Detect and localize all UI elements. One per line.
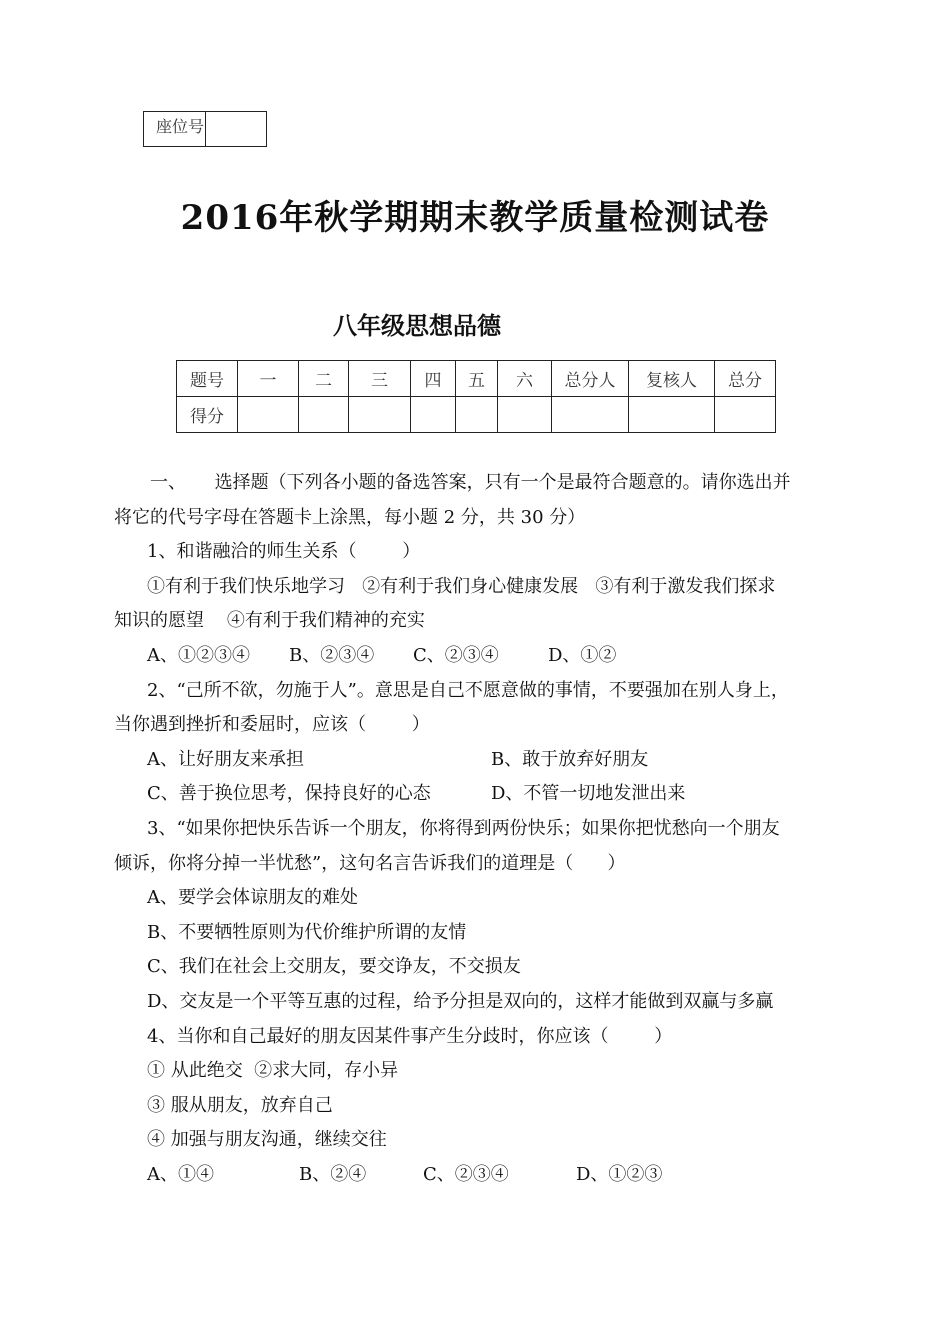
score-table	[176, 360, 776, 433]
section-heading: 一、 选择题（下列各小题的备选答案，只有一个是最符合题意的。请你选出并	[150, 472, 791, 493]
score-header-cell: 三	[349, 361, 411, 397]
choice-c: C、②③④	[413, 644, 499, 666]
question-4-option: ④ 加强与朋友沟通，继续交往	[147, 1129, 387, 1151]
question-3-stem: 倾诉，你将分掉一半忧愁”，这句名言告诉我们的道理是（ ）	[114, 852, 626, 874]
choice-a: A、让好朋友来承担	[147, 748, 304, 770]
score-header-cell: 题号	[177, 361, 238, 397]
score-table-header-row	[177, 361, 776, 397]
seat-number-box	[143, 111, 267, 147]
score-row-label: 得分	[177, 397, 238, 433]
question-1-options-line: 知识的愿望 ④有利于我们精神的充实	[114, 610, 425, 632]
question-2-stem: 2、“己所不欲，勿施于人”。意思是自己不愿意做的事情，不要强加在别人身上，	[147, 679, 789, 701]
score-cell	[715, 397, 776, 433]
seat-number-label: 座位号	[144, 112, 206, 146]
score-cell	[456, 397, 498, 433]
question-1-stem: 1、和谐融洽的师生关系（ ）	[147, 541, 421, 563]
question-2-choices-row	[114, 777, 844, 812]
score-header-cell: 六	[498, 361, 552, 397]
choice-a: A、①②③④	[147, 644, 250, 666]
score-cell	[411, 397, 456, 433]
choice-b: B、不要牺牲原则为代价维护所谓的友情	[147, 921, 467, 943]
choice-b: B、敢于放弃好朋友	[491, 748, 649, 770]
score-header-cell: 复核人	[629, 361, 715, 397]
choice-d: D、①②	[548, 644, 617, 666]
score-header-cell: 一	[238, 361, 299, 397]
seat-number-field	[206, 112, 266, 146]
question-content	[114, 466, 844, 1192]
choice-b: B、②③④	[289, 644, 375, 666]
question-4-option: ① 从此绝交 ②求大同，存小异	[147, 1060, 399, 1082]
choice-c: C、善于换位思考，保持良好的心态	[147, 783, 431, 805]
choice-a: A、①④	[147, 1163, 214, 1185]
section-instructions: 将它的代号字母在答题卡上涂黑，每小题 2 分，共 30 分）	[114, 506, 586, 528]
question-2-choices-row	[114, 743, 844, 778]
question-4-choices	[114, 1158, 844, 1193]
score-header-cell: 五	[456, 361, 498, 397]
score-cell	[299, 397, 349, 433]
score-header-cell: 总分	[715, 361, 776, 397]
score-cell	[238, 397, 299, 433]
choice-d: D、交友是一个平等互惠的过程，给予分担是双向的，这样才能做到双赢与多赢	[147, 990, 774, 1012]
question-4-stem: 4、当你和自己最好的朋友因某件事产生分歧时，你应该（ ）	[147, 1025, 673, 1047]
score-cell	[629, 397, 715, 433]
choice-b: B、②④	[299, 1163, 367, 1185]
question-1-choices	[114, 639, 844, 674]
score-header-cell: 总分人	[552, 361, 629, 397]
choice-c: C、②③④	[423, 1163, 509, 1185]
choice-a: A、要学会体谅朋友的难处	[147, 887, 358, 909]
score-table-score-row	[177, 397, 776, 433]
question-3-stem: 3、“如果你把快乐告诉一个朋友，你将得到两份快乐；如果你把忧愁向一个朋友	[147, 817, 780, 839]
choice-c: C、我们在社会上交朋友，要交诤友，不交损友	[147, 956, 521, 978]
question-1-options-line: ①有利于我们快乐地学习 ②有利于我们身心健康发展 ③有利于激发我们探求	[147, 575, 776, 597]
score-cell	[552, 397, 629, 433]
score-header-cell: 二	[299, 361, 349, 397]
choice-d: D、①②③	[576, 1163, 663, 1185]
score-cell	[498, 397, 552, 433]
choice-d: D、不管一切地发泄出来	[491, 783, 686, 805]
exam-subtitle: 八年级思想品德	[333, 311, 501, 340]
score-cell	[349, 397, 411, 433]
score-header-cell: 四	[411, 361, 456, 397]
question-4-option: ③ 服从朋友，放弃自己	[147, 1094, 333, 1116]
exam-title: 2016年秋学期期末教学质量检测试卷	[180, 198, 770, 238]
question-2-stem: 当你遇到挫折和委屈时，应该（ ）	[114, 714, 430, 736]
